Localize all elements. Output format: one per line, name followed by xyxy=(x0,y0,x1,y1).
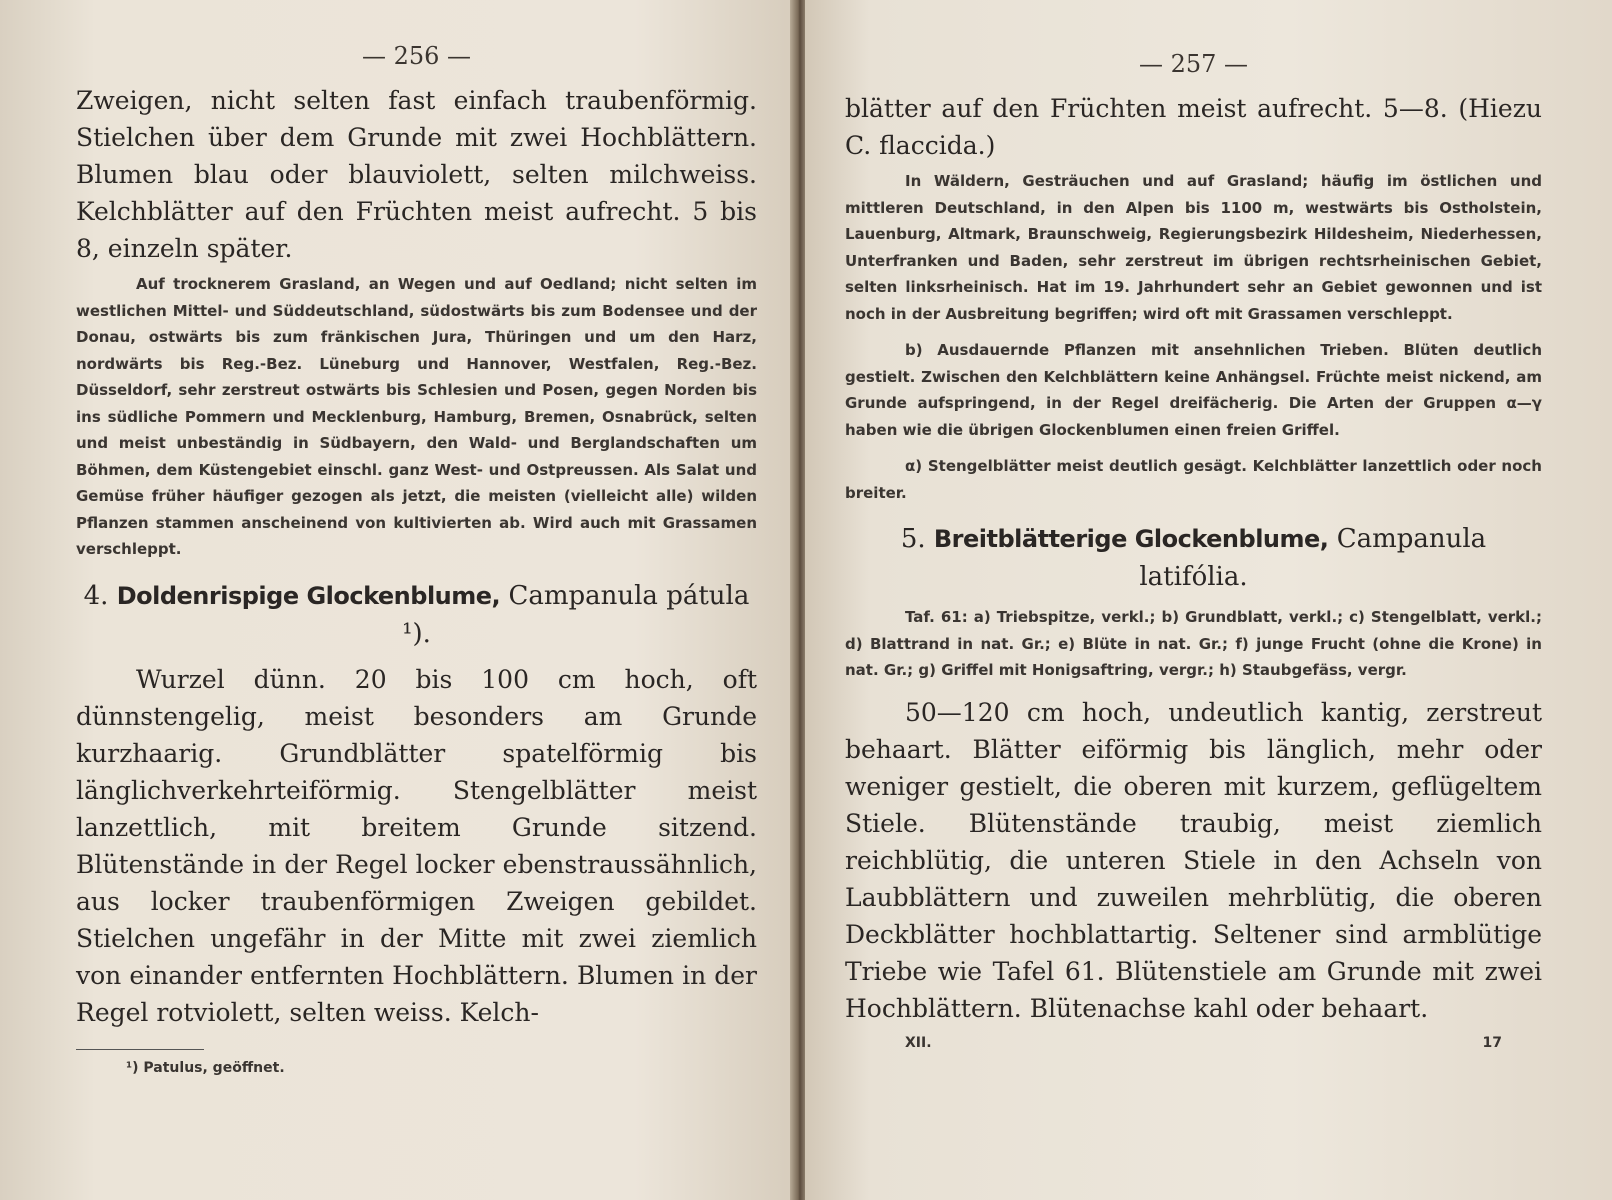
heading-common-name: Doldenrispige Glockenblume, xyxy=(116,581,501,610)
plate-label: Taf. 61: xyxy=(905,608,968,626)
section-alpha-text: α) Stengelblätter meist deutlich gesägt. Kelchblätter lanzettlich oder noch breiter. xyxy=(845,457,1542,502)
signature-mark: XII. xyxy=(905,1034,932,1051)
section-b-text: b) Ausdauernde Pflanzen mit ansehnlichen Trieben. Blüten deutlich gestielt. Zwischen den Kelchblättern keine Anhängsel. Früchte meist nickend, am Grunde aufspringend, in der Regel dreifächerig. Die Arten der Gruppen α—γ haben wie die übrigen Glockenblumen einen freien Griffel. xyxy=(845,341,1542,439)
species-heading-5 xyxy=(845,520,1542,596)
right-paragraph-top: blätter auf den Früchten meist aufrecht. 5—8. (Hiezu C. flaccida.) xyxy=(845,94,1542,160)
heading-latin-name: Campanula pátula ¹). xyxy=(402,580,750,649)
right-page xyxy=(805,0,1612,1200)
heading-common-name: Breitblätterige Glockenblume, xyxy=(933,525,1329,553)
signature-number: 17 xyxy=(1482,1034,1502,1051)
right-distribution-text: In Wäldern, Gesträuchen und auf Grasland; häufig im östlichen und mittleren Deutschland, in den Alpen bis 1100 m, westwärts bis Ostholstein, Lauenburg, Altmark, Braunschweig, Regierungsbezirk Hildesheim, Niederhessen, Unterfranken und Baden, sehr zerstreut im übrigen rechtsrheinischen Gebiet, selten linksrheinisch. Hat im 19. Jahrhundert sehr an Gebiet gewonnen und ist noch in der Ausbreitung begriffen; wird oft mit Grassamen verschleppt. xyxy=(845,172,1542,323)
footnote-divider xyxy=(76,1049,204,1050)
plate-caption-text: a) Triebspitze, verkl.; b) Grundblatt, verkl.; c) Stengelblatt, verkl.; d) Blattrand in nat. Gr.; e) Blüte in nat. Gr.; f) junge Frucht (ohne die Krone) in nat. Gr.; g) Griffel mit Honigsaftring, vergr.; h) Staubgefäss, vergr. xyxy=(845,608,1542,679)
page-number-right: — 257 — xyxy=(1138,50,1249,78)
heading-latin-name: Campanula latifólia. xyxy=(1139,524,1487,592)
heading-number: 4. xyxy=(83,580,109,611)
left-paragraph-top: Zweigen, nicht selten fast einfach traubenförmig. Stielchen über dem Grunde mit zwei Hochblättern. Blumen blau oder blauviolett, selten milchweiss. Kelchblätter auf den Früchten meist aufrecht. 5 bis 8, einzeln später. xyxy=(76,86,757,263)
signature-line xyxy=(905,1035,1502,1051)
heading-number: 5. xyxy=(900,524,926,554)
right-description: 50—120 cm hoch, undeutlich kantig, zerstreut behaart. Blätter eiförmig bis länglich, mehr oder weniger gestielt, die oberen mit kurzem, geflügeltem Stiele. Blütenstände traubig, meist ziemlich reichblütig, die unteren Stiele in den Achseln von Laubblättern und zuweilen mehrblütig, die oberen Deckblätter hochblattartig. Seltener sind armblütige Triebe wie Tafel 61. Blütenstiele am Grunde mit zwei Hochblättern. Blütenachse kahl oder behaart. xyxy=(845,697,1542,1023)
plate-caption xyxy=(845,604,1542,684)
footnote: ¹) Patulus, geöffnet. xyxy=(126,1059,285,1076)
page-number-left: — 256 — xyxy=(361,42,472,70)
species-heading-4 xyxy=(76,577,757,653)
left-distribution-text: Auf trocknerem Grasland, an Wegen und auf Oedland; nicht selten im westlichen Mittel- und Süddeutschland, südostwärts bis zum Bodensee und der Donau, ostwärts bis zum fränkischen Jura, Thüringen und um den Harz, nordwärts bis Reg.-Bez. Lüneburg und Hannover, Westfalen, Reg.-Bez. Düsseldorf, sehr zerstreut ostwärts bis Schlesien und Posen, gegen Norden bis ins südliche Pommern und Mecklenburg, Hamburg, Bremen, Osnabrück, selten und meist unbeständig in Südbayern, den Wald- und Berglandschaften um Böhmen, dem Küstengebiet einschl. ganz West- und Ostpreussen. Als Salat und Gemüse früher häufiger gezogen als jetzt, die meisten (vielleicht alle) wilden Pflanzen stammen anscheinend von kultivierten ab. Wird auch mit Grassamen verschleppt. xyxy=(76,275,757,558)
left-description: Wurzel dünn. 20 bis 100 cm hoch, oft dünnstengelig, meist besonders am Grunde kurzhaarig. Grundblätter spatelförmig bis länglichverkehrteiförmig. Stengelblätter meist lanzettlich, mit breitem Grunde sitzend. Blütenstände in der Regel locker ebenstraussähnlich, aus locker traubenförmigen Zweigen gebildet. Stielchen ungefähr in der Mitte mit zwei ziemlich von einander entfernten Hochblättern. Blumen in der Regel rotviolett, selten weiss. Kelch- xyxy=(76,664,757,1027)
left-page xyxy=(0,0,793,1200)
